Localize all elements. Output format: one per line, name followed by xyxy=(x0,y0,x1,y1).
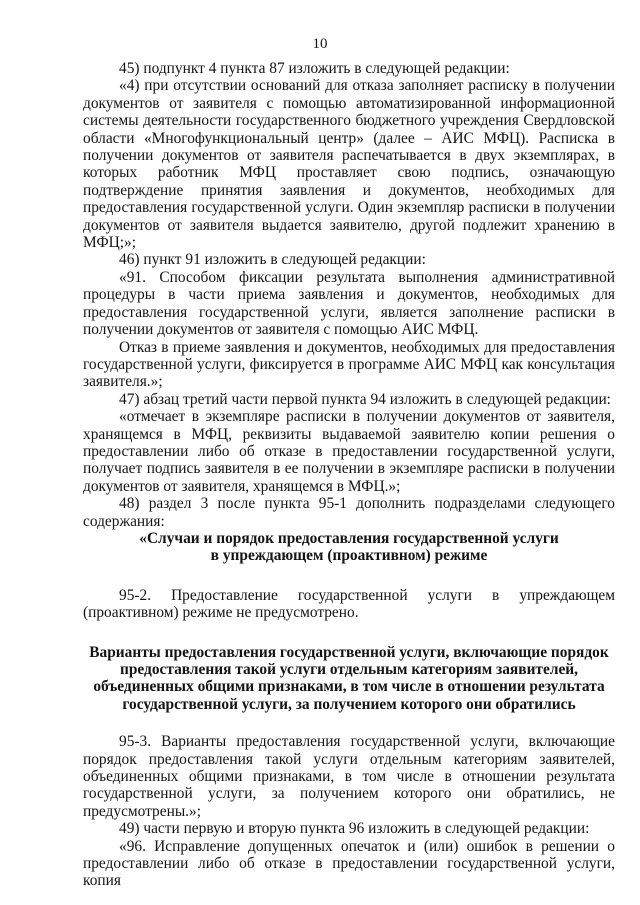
page-number: 10 xyxy=(312,36,328,52)
paragraph-48: 48) раздел 3 после пункта 95-1 дополнить подразделами следующего содержания: xyxy=(83,495,615,530)
paragraph-91-refusal: Отказ в приеме заявления и документов, необходимых для предоставления государственной услуги, фиксируется в программе АИС МФЦ как консультация заявителя.»; xyxy=(83,338,615,391)
document-body xyxy=(83,60,615,890)
paragraph-46: 46) пункт 91 изложить в следующей редакции: xyxy=(119,251,426,269)
heading-line: Варианты предоставления государственной услуги, включающие порядок xyxy=(89,643,609,661)
paragraph-96: «96. Исправление допущенных опечаток и (или) ошибок в решении о предоставлении либо об отказе в предоставлении государственной услуги, копия xyxy=(83,837,615,890)
heading-line: предоставления такой услуги отдельным категориям заявителей, xyxy=(119,661,579,678)
section-heading-proactive xyxy=(83,530,615,565)
paragraph-47: 47) абзац третий части первой пункта 94 изложить в следующей редакции: xyxy=(119,390,611,408)
heading-line: в упреждающем (проактивном) режиме xyxy=(210,547,488,565)
paragraph-91: «91. Способом фиксации результата выполнения административной процедуры в части приема заявления и документов, необходимых для предоставления государственной услуги, является заполнение расписки в получении документов от заявителя с помощью АИС МФЦ. xyxy=(83,268,615,339)
heading-line: «Случаи и порядок предоставления государственной услуги xyxy=(139,529,559,547)
paragraph-49: 49) части первую и вторую пункта 96 изложить в следующей редакции: xyxy=(119,820,590,838)
paragraph-95-2: 95-2. Предоставление государственной услуги в упреждающем (проактивном) режиме не предусмотрено. xyxy=(83,586,615,622)
paragraph-95-3: 95-3. Варианты предоставления государственной услуги, включающие порядок предоставления такой услуги отдельным категориям заявителей, объединенных общими признаками, в том числе в отношении результата государственной услуги, за получением которого они обратились, не предусмотрены.»; xyxy=(83,733,615,820)
section-heading-variants xyxy=(83,644,615,714)
paragraph-47-text: «отмечает в экземпляре расписки в получении документов от заявителя, хранящемся в МФЦ, реквизиты выдаваемой заявителю копии решения о предоставлении либо об отказе в предоставлении государственной услуги, получает подпись заявителя в ее получении в экземпляре расписки в получении документов от заявителя, хранящемся в МФЦ.»; xyxy=(83,408,615,495)
paragraph-45-text: «4) при отсутствии оснований для отказа заполняет расписку в получении документов от заявителя с помощью автоматизированной информационной системы деятельности государственного бюджетного учреждения Свердловской области «Многофункциональный центр» (далее – АИС МФЦ). Расписка в получении документов от заявителя распечатывается в двух экземплярах, в которых работник МФЦ проставляет свою подпись, означающую подтверждение принятия заявления и документов, необходимых для предоставления государственной услуги. Один экземпляр расписки в получении документов от заявителя выдается заявителю, другой подлежит хранению в МФЦ;»; xyxy=(83,77,615,252)
heading-line: объединенных общими признаками, в том числе в отношении результата xyxy=(93,678,605,696)
heading-line: государственной услуги, за получением которого они обратились xyxy=(122,695,576,713)
paragraph-45: 45) подпункт 4 пункта 87 изложить в следующей редакции: xyxy=(119,60,510,77)
